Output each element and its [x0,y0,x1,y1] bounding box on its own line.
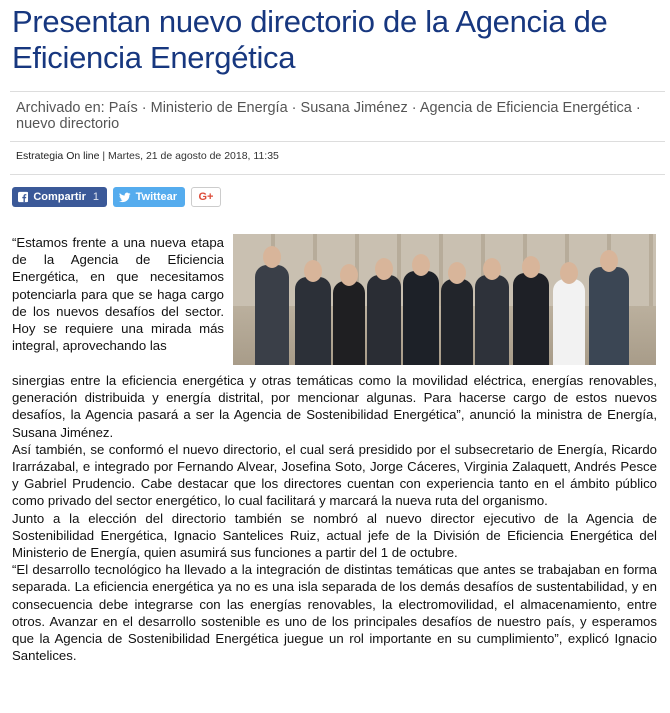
paragraph-text: “El desarrollo tecnológico ha llevado a la integración de distintas temáticas que antes se trabajaban en forma separada. La eficiencia energética ya no es una isla separada de los demás desafíos de sustentabilidad, y en consecuencia debe integrarse con las energías renovables, la electromovilidad, el almacenamiento, entre otros. Avanzar en el desarrollo sostenible es uno de los principales desafíos de nuestro país, y esperamos que la Agencia de Sostenibilidad Energética juegue un rol importante en su cumplimiento”, explicó Ignacio Santelices. [12,562,657,664]
tag-separator: · [635,100,641,116]
divider [10,91,665,92]
photo-head [560,262,578,284]
paragraph-text: Así también, se conformó el nuevo directorio, el cual será presidido por el subsecretario de Energía, Ricardo Irarrázabal, e integrado por Fernando Alvear, Josefina Soto, Jorge Cáceres, Virginia Zalaquett, Andrés Pesce y Gabriel Prudencio. Cabe destacar que los directores cuentan con experiencia tanto en el ámbito público como privado del sector energético, lo cual facilitará y marcará la nueva ruta del organismo. [12,441,657,509]
social-share-bar [12,187,221,207]
tag-link[interactable]: País [108,100,138,116]
facebook-share-button[interactable] [12,187,107,207]
photo-person [513,273,549,365]
photo-head [483,258,501,280]
article-meta: Estrategia On line | Martes, 21 de agosto de 2018, 11:35 [16,150,279,162]
photo-head [263,246,281,268]
photo-head [600,250,618,272]
photo-head [340,264,358,286]
article-body [12,372,657,664]
photo-person [475,275,509,365]
photo-person [333,281,365,365]
photo-person [295,277,331,365]
paragraph-text: sinergias entre la eficiencia energética y otras temáticas como la movilidad eléctrica, energías renovables, generación distribuida y energía distrital, por mencionar algunas. Para hacerse cargo de estos nuevos desafíos, la Agencia pasará a ser la Agencia de Sostenibilidad Energética”, anunció la ministra de Energía, Susana Jiménez. [12,373,657,440]
photo-person [403,271,439,365]
gplus-share-button[interactable]: G+ [191,187,221,207]
photo-head [412,254,430,276]
tag-separator: · [141,100,147,116]
facebook-share-label: Compartir [33,191,86,203]
divider [10,174,665,175]
photo-person [441,279,473,365]
photo-person [255,265,289,365]
article-paragraph-intro [12,234,224,354]
twitter-share-label: Twittear [135,191,177,203]
paragraph-text: Junto a la elección del directorio también se nombró al nuevo director ejecutivo de la Agencia de Sostenibilidad Energética, Ignacio Santelices Ruiz, actual jefe de la División de Eficiencia Energética del Ministerio de Energía, quien asumirá sus funciones a partir del 1 de octubre. [12,510,657,561]
tag-link[interactable]: Susana Jiménez [300,100,408,116]
twitter-icon [119,192,131,203]
tag-link[interactable]: Ministerio de Energía [150,100,288,116]
publish-date: Martes, 21 de agosto de 2018, 11:35 [108,150,279,162]
divider [10,141,665,142]
twitter-share-button[interactable] [113,187,185,207]
tag-link[interactable]: nuevo directorio [16,116,120,132]
article-title: Presentan nuevo directorio de la Agencia de Eficiencia Energética [12,4,608,75]
share-count: 1 [92,191,99,203]
paragraph-text: “Estamos frente a una nueva etapa de la Agencia de Eficiencia Energética, en que necesitamos potenciarla para que se haga cargo de los nuevos desafíos del sector. Hoy se requiere una mirada más integral, aprovechando las [12,235,224,354]
tag-link[interactable]: Agencia de Eficiencia Energética [419,100,632,116]
tag-list [16,100,666,132]
tag-separator: · [291,100,297,116]
photo-head [522,256,540,278]
facebook-icon [18,191,28,203]
photo-head [304,260,322,282]
archived-label: Archivado en: [16,100,105,116]
photo-person [589,267,629,365]
tag-separator: · [411,100,417,116]
article-photo [233,234,656,365]
photo-person [367,275,401,365]
photo-person [553,279,585,365]
photo-head [448,262,466,284]
photo-head [375,258,393,280]
author: Estrategia On line [16,150,100,162]
